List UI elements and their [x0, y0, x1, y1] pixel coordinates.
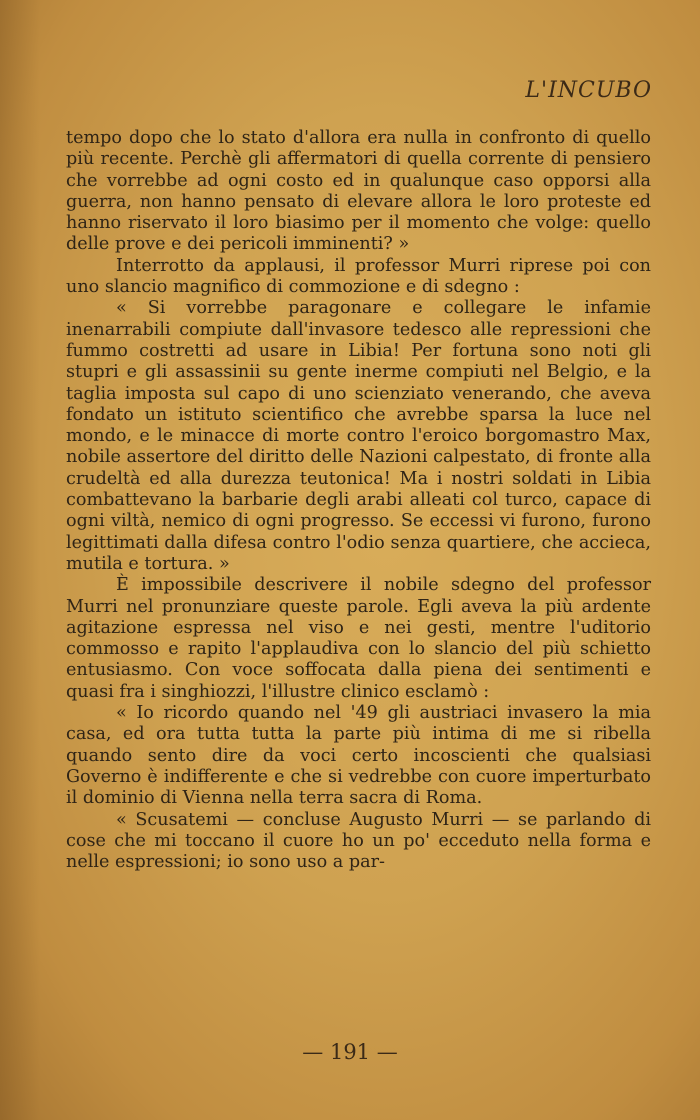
page-number: — 191 —	[302, 1040, 398, 1064]
paragraph-2: Interrotto da applausi, il professor Murri riprese poi con uno slancio magnifico di commozione e di sdegno :	[66, 255, 651, 298]
page-gutter-shadow	[0, 0, 40, 1120]
paragraph-5: « Io ricordo quando nel '49 gli austriaci invasero la mia casa, ed ora tutta tutta la parte più intima di me si ribella quando sento dire da voci certo incoscienti che qualsiasi Governo è indifferente e che si vedrebbe con cuore imperturbato il dominio di Vienna nella terra sacra di Roma.	[66, 703, 651, 809]
paragraph-4: È impossibile descrivere il nobile sdegno del professor Murri nel pronunziare queste parole. Egli aveva la più ardente agitazione espressa nel viso e nei gesti, mentre l'uditorio commosso e rapito l'applaudiva con lo slancio del più schietto entusiasmo. Con voce soffocata dalla piena dei sentimenti e quasi fra i singhiozzi, l'illustre clinico esclamò :	[66, 575, 651, 702]
running-header: L'INCUBO	[525, 78, 652, 103]
paragraph-6: « Scusatemi — concluse Augusto Murri — se parlando di cose che mi toccano il cuore ho un po' ecceduto nella forma e nelle espressioni; io sono uso a par-	[66, 809, 651, 873]
paragraph-3: « Si vorrebbe paragonare e collegare le infamie inenarrabili compiute dall'invasore tedesco alle repressioni che fummo costretti ad usare in Libia! Per fortuna sono noti gli stupri e gli assassinii su gente inerme compiuti nel Belgio, e la taglia imposta sul capo di uno scienziato venerando, che aveva fondato un istituto scientifico che avrebbe sparsa la luce nel mondo, e le minacce di morte contro l'eroico borgomastro Max, nobile assertore del diritto delle Nazioni calpestato, di fronte alla crudeltà ed alla durezza teutonica! Ma i nostri soldati in Libia combattevano la barbarie degli arabi alleati col turco, capace di ogni viltà, nemico di ogni progresso. Se eccessi vi furono, furono legittimati dalla difesa contro l'odio senza quartiere, che accieca, mutila e tortura. »	[66, 298, 651, 574]
paragraph-1: tempo dopo che lo stato d'allora era nulla in confronto di quello più recente. Perchè gli affermatori di quella corrente di pensiero che vorrebbe ad ogni costo ed in qualunque caso opporsi alla guerra, non hanno pensato di elevare allora le loro proteste ed hanno riservato il loro biasimo per il momento che volge: quello delle prove e dei pericoli imminenti? »	[66, 128, 651, 255]
body-text	[66, 128, 651, 873]
